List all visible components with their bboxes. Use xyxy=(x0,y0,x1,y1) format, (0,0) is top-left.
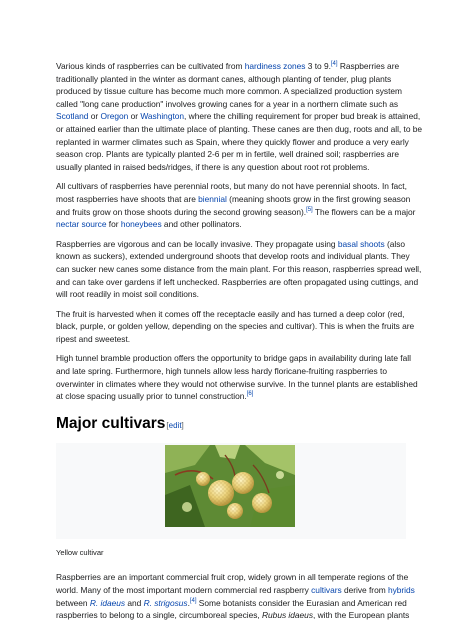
link-scotland[interactable]: Scotland xyxy=(56,111,89,122)
link-hybrids[interactable]: hybrids xyxy=(387,585,415,596)
text: for xyxy=(106,219,121,230)
text: Raspberries are traditionally planted in the winter as dormant canes, although planting of tender, plug plants produced by tissue culture has become much more common. A specialized production system called "long cane production" involves growing canes for a year in a northern climate such as xyxy=(56,61,402,109)
link-oregon[interactable]: Oregon xyxy=(100,111,129,122)
text: (meaning shoots grow in the first growing season and fruits grow on those shoots during the second growing season). xyxy=(56,193,411,217)
link-honeybees[interactable]: honeybees xyxy=(120,219,162,230)
section-heading xyxy=(56,415,424,433)
link-r-idaeus[interactable] xyxy=(90,598,125,608)
edit-section xyxy=(166,421,183,430)
text: derive from xyxy=(341,585,388,596)
yellow-raspberry-photo[interactable] xyxy=(165,445,295,527)
text: Raspberries are an important commercial fruit crop, widely grown in all temperate regions of the world. Many of the most important modern commercial red raspberry xyxy=(56,572,409,596)
species-name: R. idaeus xyxy=(89,597,126,608)
text: between xyxy=(56,597,90,608)
paragraph-harvest xyxy=(56,308,424,346)
paragraph-commercial xyxy=(56,571,424,621)
link-biennial[interactable]: biennial xyxy=(198,193,227,204)
citation-5[interactable] xyxy=(306,207,313,213)
figure-caption: Yellow cultivar xyxy=(56,547,104,557)
paragraph-perennial xyxy=(56,180,424,230)
citation-link[interactable]: [6] xyxy=(246,391,254,398)
citation-6[interactable] xyxy=(247,391,254,397)
text: and xyxy=(125,597,144,608)
text: All cultivars of raspberries have perennial roots, but many do not have perennial shoots. In fact, most raspberries have shoots that are xyxy=(56,181,407,204)
edit-bracket-open: [ xyxy=(166,420,169,430)
citation-link[interactable]: [4] xyxy=(189,597,197,604)
link-washington[interactable]: Washington xyxy=(140,111,185,122)
text: , with the European plants xyxy=(313,610,410,621)
text: The flowers can be a major xyxy=(312,206,416,217)
species-name: Rubus idaeus xyxy=(262,610,313,621)
text: 3 to 9. xyxy=(305,61,331,71)
link-r-strigosus[interactable] xyxy=(144,598,188,608)
edit-link[interactable]: edit xyxy=(168,420,182,430)
link-nectar-source[interactable]: nectar source xyxy=(56,219,107,230)
citation-link[interactable]: [5] xyxy=(306,206,313,213)
text: and other pollinators. xyxy=(161,219,242,230)
edit-bracket-close: ] xyxy=(181,420,184,430)
text: (also known as suckers), extended underground shoots that develop roots and individual plants. They can sucker new canes some distance from the main plant. For this reason, raspberries spread well, and can take over gardens if left unchecked. Raspberries are often propagated using cuttings, and will root readily in moist soil conditions. xyxy=(56,238,422,300)
link-cultivars[interactable]: cultivars xyxy=(311,585,342,596)
link-basal-shoots[interactable]: basal shoots xyxy=(337,238,385,249)
figure-thumbnail-box xyxy=(56,443,406,539)
citation-4[interactable] xyxy=(331,61,338,67)
text: Various kinds of raspberries can be cultivated from xyxy=(56,61,245,71)
paragraph-hardiness xyxy=(56,60,424,173)
text: . xyxy=(187,597,190,608)
text: or xyxy=(128,111,141,122)
citation-link[interactable]: [4] xyxy=(330,61,338,67)
paragraph-high-tunnel xyxy=(56,352,424,402)
section-title: Major cultivars xyxy=(56,414,166,432)
link-hardiness-zones[interactable]: hardiness zones xyxy=(244,61,306,71)
text: , where the chilling requirement for proper bud break is attained, or attained earlier than the ultimate place of planting. These canes are then dug, roots and all, to be replanted in warmer climates such as Spain, where they quickly flower and produce a very early season crop. Plants are typically planted 2-6 per m in fertile, well drained soil; raspberries are usually planted in raised beds/ridges, if there is any question about root rot problems. xyxy=(56,111,423,172)
text: or xyxy=(88,111,101,122)
text: High tunnel bramble production offers the opportunity to bridge gaps in availability during late fall and late spring. Furthermore, high tunnels allow less hardy floricane-fruiting raspberries to overwinter in climates where they would not otherwise survive. In the tunnel plants are established at close spacing usually prior to tunnel construction. xyxy=(56,353,418,402)
text: Raspberries are vigorous and can be locally invasive. They propagate using xyxy=(56,238,338,249)
citation-4b[interactable] xyxy=(190,598,197,604)
text: The fruit is harvested when it comes off the receptacle easily and has turned a deep color (red, black, purple, or golden yellow, depending on the species and cultivar). This is when the fruits are ripest and sweetest. xyxy=(56,308,415,344)
paragraph-invasive xyxy=(56,238,424,301)
species-name: R. strigosus xyxy=(143,597,188,608)
text: Some botanists consider the Eurasian and American red raspberries to belong to a single, circumboreal species, xyxy=(56,597,407,621)
